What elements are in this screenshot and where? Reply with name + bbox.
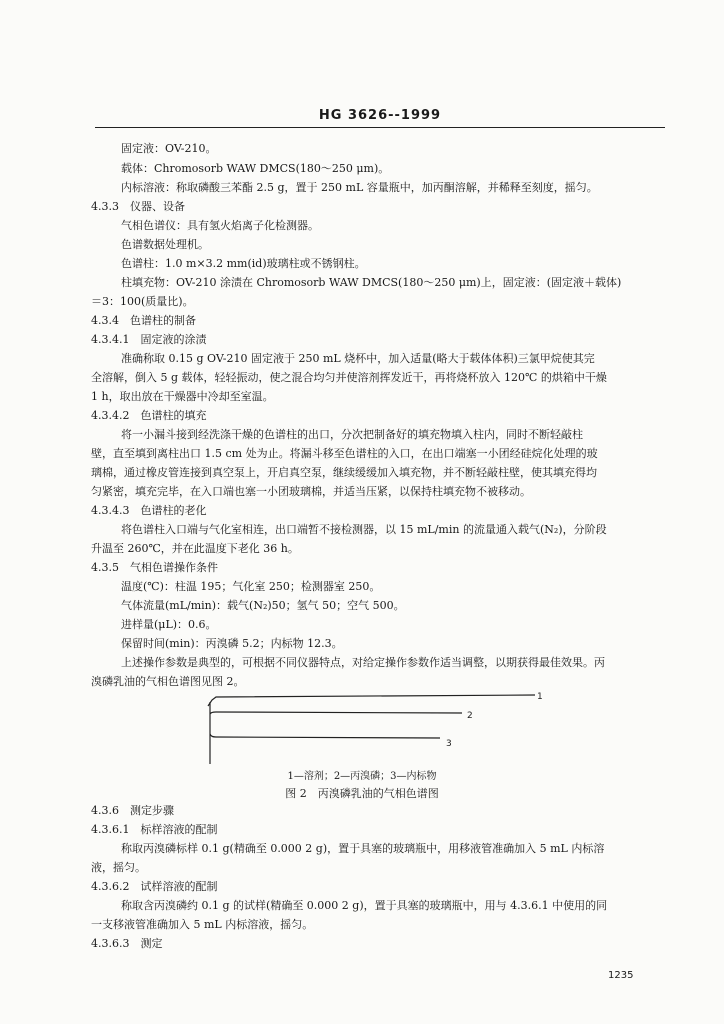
section-heading: 4.3.6 测定步骤 bbox=[91, 804, 174, 817]
standard-code-header: HG 3626--1999 bbox=[318, 108, 442, 123]
text-line: 溴磷乳油的气相色谱图见图 2。 bbox=[91, 675, 245, 688]
text-line: ＝3：100(质量比)。 bbox=[91, 295, 194, 308]
section-heading: 4.3.4.2 色谱柱的填充 bbox=[91, 409, 207, 422]
text-line: 气体流量(mL/min)：载气(N₂)50；氢气 50；空气 500。 bbox=[121, 599, 405, 612]
page-number: 1235 bbox=[608, 970, 634, 981]
text-line: 色谱数据处理机。 bbox=[121, 238, 209, 251]
peak-label-3: 3 bbox=[446, 739, 452, 749]
section-heading: 4.3.4.3 色谱柱的老化 bbox=[91, 504, 207, 517]
text-line: 固定液：OV-210。 bbox=[121, 142, 217, 155]
text-line: 称取丙溴磷标样 0.1 g(精确至 0.000 2 g)，置于具塞的玻璃瓶中，用移液管准确加入 5 mL 内标溶 bbox=[121, 842, 605, 855]
text-line: 升温至 260℃，并在此温度下老化 36 h。 bbox=[91, 542, 299, 555]
text-line: 柱填充物：OV-210 涂渍在 Chromosorb WAW DMCS(180～250 μm)上，固定液：(固定液＋载体) bbox=[121, 276, 622, 289]
text-line: 壁，直至填到离柱出口 1.5 cm 处为止。将漏斗移至色谱柱的入口，在出口端塞一小团经硅烷化处理的玻 bbox=[91, 447, 598, 460]
section-heading: 4.3.5 气相色谱操作条件 bbox=[91, 561, 218, 574]
figure-caption: 图 2 丙溴磷乳油的气相色谱图 bbox=[285, 787, 439, 800]
text-line: 匀紧密，填充完毕，在入口端也塞一小团玻璃棉，并适当压紧，以保持柱填充物不被移动。 bbox=[91, 485, 531, 498]
section-heading: 4.3.4 色谱柱的制备 bbox=[91, 314, 196, 327]
text-line: 将色谱柱入口端与气化室相连，出口端暂不接检测器，以 15 mL/min 的流量通入载气(N₂)，分阶段 bbox=[121, 523, 607, 536]
peak-label-1: 1 bbox=[537, 692, 543, 702]
text-line: 气相色谱仪：具有氢火焰离子化检测器。 bbox=[121, 219, 319, 232]
section-heading: 4.3.4.1 固定液的涂渍 bbox=[91, 333, 207, 346]
peak-label-2: 2 bbox=[467, 711, 473, 721]
trace-profenofos bbox=[210, 712, 462, 714]
header-rule bbox=[95, 127, 665, 128]
text-line: 全溶解，倒入 5 g 载体，轻轻振动，使之混合均匀并使溶剂挥发近干，再将烧杯放入 120℃ 的烘箱中干燥 bbox=[91, 371, 607, 384]
text-line: 一支移液管准确加入 5 mL 内标溶液，摇匀。 bbox=[91, 918, 314, 931]
text-line: 保留时间(min)：丙溴磷 5.2；内标物 12.3。 bbox=[121, 637, 343, 650]
text-line: 载体：Chromosorb WAW DMCS(180～250 μm)。 bbox=[121, 162, 390, 175]
section-heading: 4.3.3 仪器、设备 bbox=[91, 200, 185, 213]
text-line: 准确称取 0.15 g OV-210 固定液于 250 mL 烧杯中，加入适量(略大于载体体积)三氯甲烷使其完 bbox=[121, 352, 595, 365]
section-heading: 4.3.6.3 测定 bbox=[91, 937, 163, 950]
section-heading: 4.3.6.2 试样溶液的配制 bbox=[91, 880, 218, 893]
text-line: 内标溶液：称取磷酸三苯酯 2.5 g，置于 250 mL 容量瓶中，加丙酮溶解，并稀释至刻度，摇匀。 bbox=[121, 181, 598, 194]
text-line: 液，摇匀。 bbox=[91, 861, 146, 874]
text-line: 将一小漏斗接到经洗涤干燥的色谱柱的出口，分次把制备好的填充物填入柱内，同时不断轻敲柱 bbox=[121, 428, 583, 441]
trace-solvent bbox=[208, 695, 535, 706]
text-line: 璃棉，通过橡皮管连接到真空泵上，开启真空泵，继续缓缓加入填充物，并不断轻敲柱壁，使其填充得均 bbox=[91, 466, 597, 479]
text-line: 上述操作参数是典型的，可根据不同仪器特点，对给定操作参数作适当调整，以期获得最佳效果。丙 bbox=[121, 656, 605, 669]
trace-internal-standard bbox=[210, 734, 440, 738]
text-line: 称取含丙溴磷约 0.1 g 的试样(精确至 0.000 2 g)，置于具塞的玻璃瓶中，用与 4.3.6.1 中使用的同 bbox=[121, 899, 608, 912]
figure-legend: 1—溶剂；2—丙溴磷；3—内标物 bbox=[287, 771, 437, 782]
section-heading: 4.3.6.1 标样溶液的配制 bbox=[91, 823, 218, 836]
text-line: 色谱柱：1.0 m×3.2 mm(id)玻璃柱或不锈钢柱。 bbox=[121, 257, 366, 270]
text-line: 温度(℃)：柱温 195；气化室 250；检测器室 250。 bbox=[121, 580, 381, 593]
text-line: 1 h，取出放在干燥器中冷却至室温。 bbox=[91, 390, 274, 403]
chromatogram-figure bbox=[200, 692, 550, 772]
text-line: 进样量(μL)：0.6。 bbox=[121, 618, 217, 631]
